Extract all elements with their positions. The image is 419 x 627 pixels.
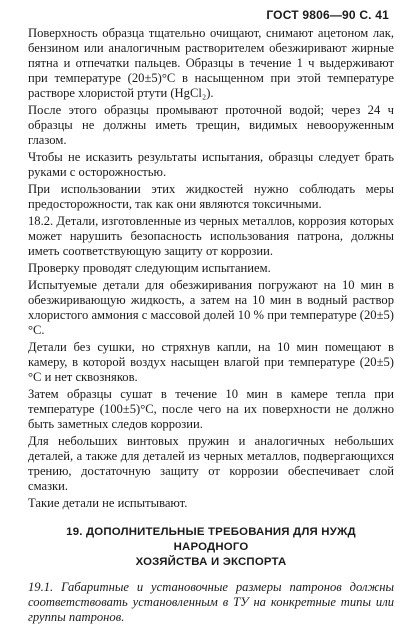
paragraph-drying: Затем образцы сушат в течение 10 мин в камере тепла при температуре (100±5)°С, после чего на их поверхности не должно быть заметных следов коррозии. [28,387,394,431]
page-header: ГОСТ 9806—90 С. 41 [266,8,389,22]
paragraph-rinse: После этого образцы промывают проточной водой; через 24 ч образцы не должны иметь трещин, видимых невооруженным глазом. [28,103,394,147]
paragraph-not-tested: Такие детали не испытывают. [28,496,188,510]
paragraph-humidity: Детали без сушки, но стряхнув капли, на 10 мин помещают в камеру, в которой воздух насыщен влагой при температуре (20±5)°С и нет сквозняков. [28,340,394,384]
paragraph-precautions: При использовании этих жидкостей нужно соблюдать меры предосторожности, так как они являются токсичными. [28,182,394,211]
paragraph-18-2: 18.2. Детали, изготовленные из черных металлов, коррозия которых может нарушить безопасность использования патрона, должны иметь соответствующую защиту от коррозии. [28,214,394,258]
paragraph-surface-cleaning: Поверхность образца тщательно очищают, снимают ацетоном лак, бензином или аналогичным растворителем обезжиривают жирные пятна и отпечатки пальцев. Образцы в течение 1 ч выдерживают при температуре (20±5)°С в насыщенном при этой температуре растворе хлористой ртути (HgCl₂). [28,26,394,100]
paragraph-springs: Для небольших винтовых пружин и аналогичных небольших деталей, а также для деталей из черных металлов, подвергающихся трению, достаточную защиту от коррозии обеспечивает слой смазки. [28,434,394,493]
paragraph-test-intro: Проверку проводят следующим испытанием. [28,261,271,275]
paragraph-19-1: 19.1. Габаритные и установочные размеры патронов должны соответствовать установленным в ТУ на конкретные типы или группы патронов. [28,580,394,624]
document-body [28,26,394,627]
section-heading-line-2: ХОЗЯЙСТВА И ЭКСПОРТА [135,556,287,568]
paragraph-degrease: Испытуемые детали для обезжиривания погружают на 10 мин в обезжиривающую жидкость, а затем на 10 мин в водный раствор хлористого аммония с массовой долей 10 % при температуре (20±5)°С. [28,278,394,337]
section-heading-19 [28,525,394,570]
paragraph-handling: Чтобы не исказить результаты испытания, образцы следует брать руками с осторожностью. [28,150,394,179]
section-heading-line-1: 19. ДОПОЛНИТЕЛЬНЫЕ ТРЕБОВАНИЯ ДЛЯ НУЖД НАРОДНОГО [66,526,356,553]
